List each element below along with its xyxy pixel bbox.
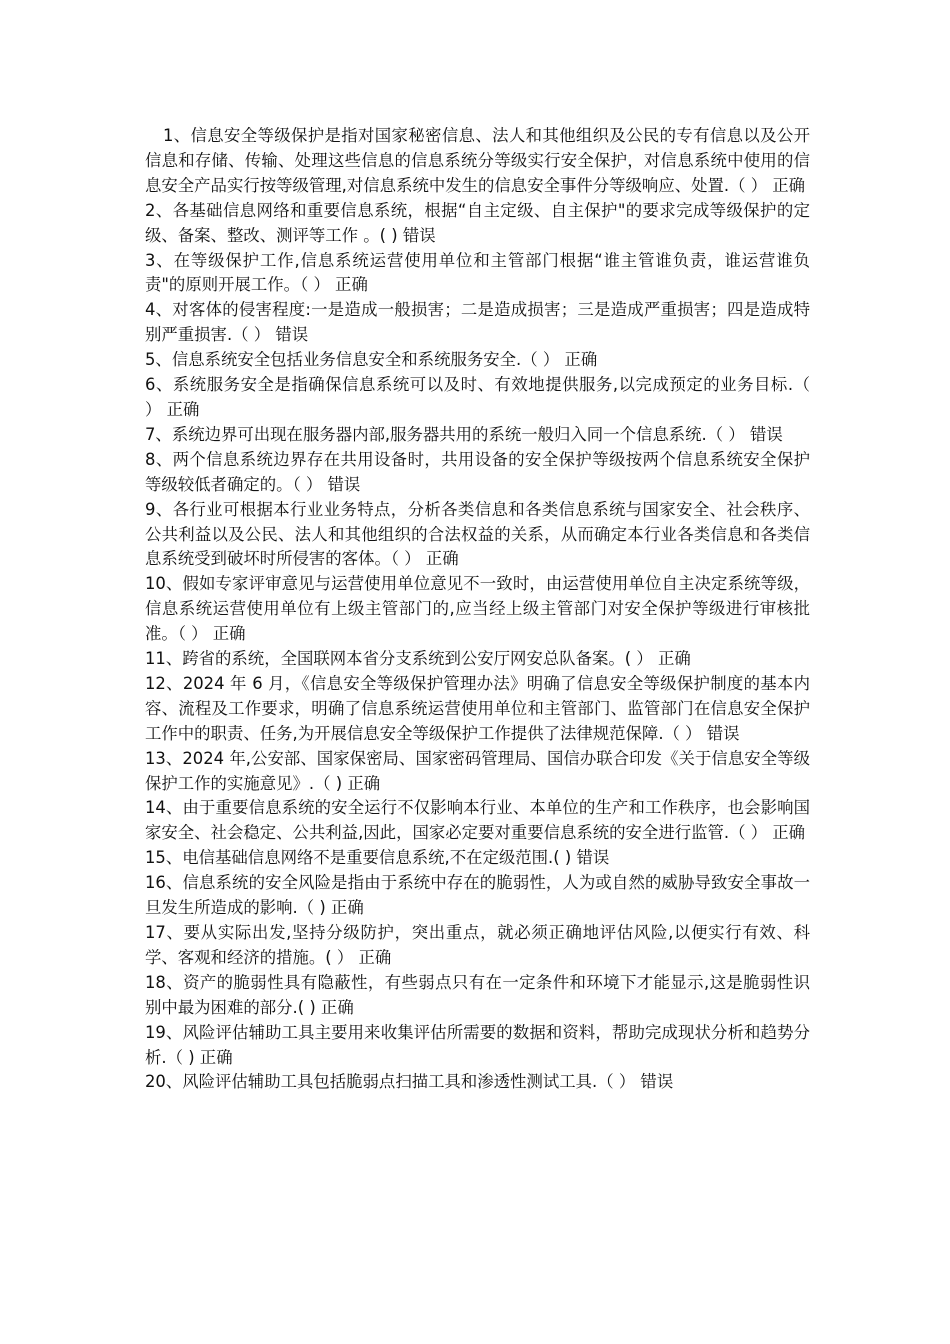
question-15: 15、电信基础信息网络不是重要信息系统,不在定级范围.( ) 错误 bbox=[145, 848, 610, 868]
question-6: 6、系统服务安全是指确保信息系统可以及时、有效地提供服务,以完成预定的业务目标.（ ） 正确 bbox=[145, 375, 810, 419]
question-9: 9、各行业可根据本行业业务特点，分析各类信息和各类信息系统与国家安全、社会秩序、公共利益以及公民、法人和其他组织的合法权益的关系，从而确定本行业各类信息和各类信息系统受到破坏时所侵害的客体。（ ） 正确 bbox=[145, 499, 810, 569]
question-14: 14、由于重要信息系统的安全运行不仅影响本行业、本单位的生产和工作秩序，也会影响国家安全、社会稳定、公共利益,因此，国家必定要对重要信息系统的安全进行监管.（ ） 正确 bbox=[145, 798, 810, 843]
question-4: 4、对客体的侵害程度:一是造成一般损害；二是造成损害；三是造成严重损害；四是造成特别严重损害.（ ） 错误 bbox=[145, 300, 810, 345]
question-7: 7、系统边界可出现在服务器内部,服务器共用的系统一般归入同一个信息系统.（ ） 错误 bbox=[145, 424, 783, 444]
question-8: 8、两个信息系统边界存在共用设备时，共用设备的安全保护等级按两个信息系统安全保护等级较低者确定的。（ ） 错误 bbox=[145, 449, 810, 494]
question-13: 13、2024 年,公安部、国家保密局、国家密码管理局、国信办联合印发《关于信息安全等级保护工作的实施意见》.（ ) 正确 bbox=[145, 748, 810, 793]
question-10: 10、假如专家评审意见与运营使用单位意见不一致时，由运营使用单位自主决定系统等级，信息系统运营使用单位有上级主管部门的,应当经上级主管部门对安全保护等级进行审核批准。（ ） 正确 bbox=[145, 574, 810, 644]
question-20: 20、风险评估辅助工具包括脆弱点扫描工具和渗透性测试工具.（ ） 错误 bbox=[145, 1072, 674, 1092]
question-2: 2、各基础信息网络和重要信息系统，根据“自主定级、自主保护"的要求完成等级保护的定级、备案、整改、测评等工作 。( ) 错误 bbox=[145, 200, 810, 245]
question-1: 1、信息安全等级保护是指对国家秘密信息、法人和其他组织及公民的专有信息以及公开信息和存储、传输、处理这些信息的信息系统分等级实行安全保护，对信息系统中使用的信息安全产品实行按等级管理,对信息系统中发生的信息安全事件分等级响应、处置.（ ） 正确 bbox=[145, 126, 810, 195]
question-3: 3、在等级保护工作,信息系统运营使用单位和主管部门根据“谁主管谁负责，谁运营谁负责"的原则开展工作。（ ） 正确 bbox=[145, 250, 810, 295]
question-11: 11、跨省的系统，全国联网本省分支系统到公安厅网安总队备案。( ） 正确 bbox=[145, 649, 691, 669]
question-16: 16、信息系统的安全风险是指由于系统中存在的脆弱性，人为或自然的威胁导致安全事故一旦发生所造成的影响.（ ) 正确 bbox=[145, 873, 810, 918]
question-19: 19、风险评估辅助工具主要用来收集评估所需要的数据和资料，帮助完成现状分析和趋势分析.（ ) 正确 bbox=[145, 1022, 810, 1067]
question-17: 17、要从实际出发,坚持分级防护，突出重点，就必须正确地评估风险,以便实行有效、科学、客观和经济的措施。( ） 正确 bbox=[145, 923, 810, 967]
document-body bbox=[145, 124, 810, 1095]
question-18: 18、资产的脆弱性具有隐蔽性，有些弱点只有在一定条件和环境下才能显示,这是脆弱性识别中最为困难的部分.( ) 正确 bbox=[145, 972, 810, 1017]
question-12: 12、2024 年 6 月，《信息安全等级保护管理办法》明确了信息安全等级保护制度的基本内容、流程及工作要求，明确了信息系统运营使用单位和主管部门、监管部门在信息安全保护工作中的职责、任务,为开展信息安全等级保护工作提供了法律规范保障.（ ） 错误 bbox=[145, 673, 810, 743]
question-5: 5、信息系统安全包括业务信息安全和系统服务安全.（ ） 正确 bbox=[145, 350, 598, 370]
